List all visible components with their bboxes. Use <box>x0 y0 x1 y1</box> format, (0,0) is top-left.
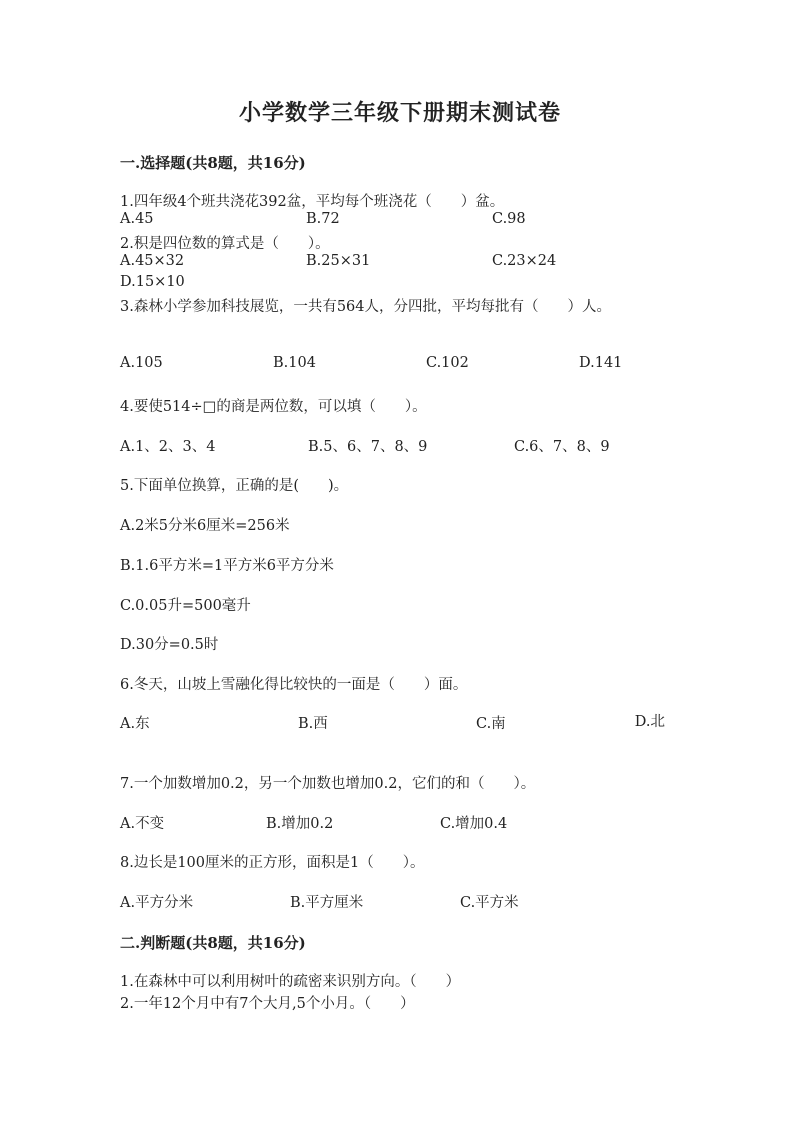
question-stem-5: 5.下面单位换算，正确的是( )。 <box>120 478 349 494</box>
option-6-b: B.西 <box>298 716 328 732</box>
option-3-b: B.104 <box>273 355 316 371</box>
option-5-d: D.30分=0.5时 <box>120 637 219 653</box>
option-5-c: C.0.05升=500毫升 <box>120 598 251 614</box>
option-4-b: B.5、6、7、8、9 <box>308 439 428 455</box>
option-2-a: A.45×32 <box>120 253 185 269</box>
option-3-c: C.102 <box>426 355 469 371</box>
option-4-a: A.1、2、3、4 <box>120 439 216 455</box>
option-2-c: C.23×24 <box>492 253 557 269</box>
question-stem-8: 8.边长是100厘米的正方形，面积是1（ ）。 <box>120 855 425 871</box>
option-2-d: D.15×10 <box>120 274 185 290</box>
option-3-d: D.141 <box>579 355 623 371</box>
option-5-a: A.2米5分米6厘米=256米 <box>120 518 290 534</box>
question-stem-6: 6.冬天，山坡上雪融化得比较快的一面是（ ）面。 <box>120 677 468 693</box>
option-6-d: D.北 <box>634 714 665 730</box>
judgement-stem-2: 2.一年12个月中有7个大月,5个小月。（ ） <box>120 996 415 1012</box>
option-8-c: C.平方米 <box>460 895 519 911</box>
option-6-c: C.南 <box>476 716 506 732</box>
question-stem-2: 2.积是四位数的算式是（ ）。 <box>120 236 330 252</box>
judgement-stem-1: 1.在森林中可以利用树叶的疏密来识别方向。（ ） <box>120 974 461 990</box>
question-stem-1: 1.四年级4个班共浇花392盆，平均每个班浇花（ ）盆。 <box>120 194 505 210</box>
option-5-b: B.1.6平方米=1平方米6平方分米 <box>120 558 334 574</box>
question-stem-4: 4.要使514÷□的商是两位数，可以填（ ）。 <box>120 399 427 415</box>
option-6-a: A.东 <box>120 716 150 732</box>
option-7-b: B.增加0.2 <box>266 816 334 832</box>
section-heading-choice: 一.选择题(共8题，共16分) <box>120 154 306 172</box>
option-7-c: C.增加0.4 <box>440 816 508 832</box>
option-8-a: A.平方分米 <box>120 895 194 911</box>
option-3-a: A.105 <box>120 355 163 371</box>
page-title: 小学数学三年级下册期末测试卷 <box>238 100 561 126</box>
question-stem-3: 3.森林小学参加科技展览，一共有564人，分四批，平均每批有（ ）人。 <box>120 299 612 315</box>
option-4-c: C.6、7、8、9 <box>514 439 610 455</box>
section-heading-judgement: 二.判断题(共8题，共16分) <box>120 934 306 952</box>
option-2-b: B.25×31 <box>306 253 371 269</box>
option-7-a: A.不变 <box>120 816 165 832</box>
option-1-a: A.45 <box>120 211 154 227</box>
option-8-b: B.平方厘米 <box>290 895 364 911</box>
option-1-b: B.72 <box>306 211 340 227</box>
question-stem-7: 7.一个加数增加0.2，另一个加数也增加0.2，它们的和（ ）。 <box>120 776 536 792</box>
option-1-c: C.98 <box>492 211 526 227</box>
